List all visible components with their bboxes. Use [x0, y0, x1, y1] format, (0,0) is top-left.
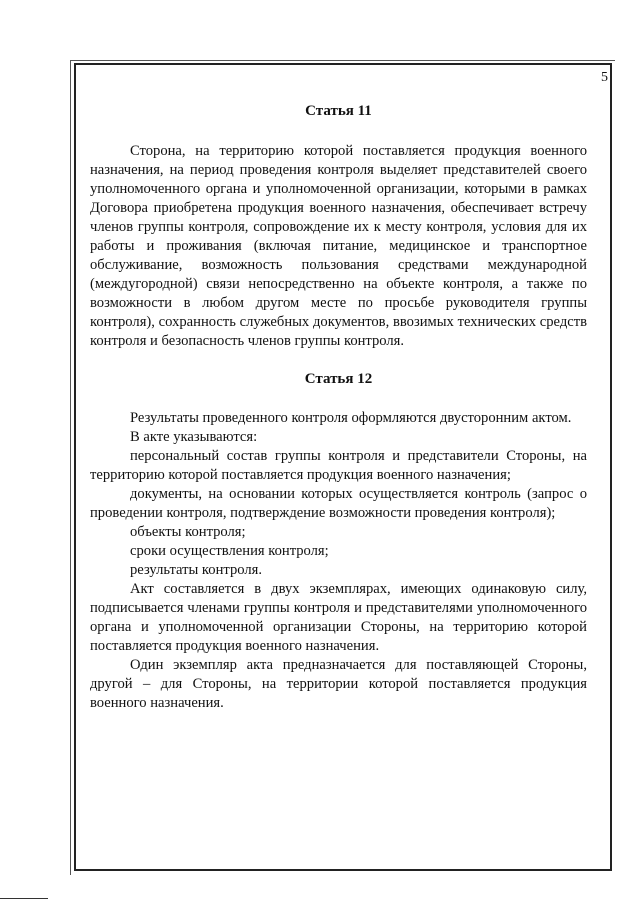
article-12-paragraph: документы, на основании которых осуществляется контроль (запрос о проведении контроля, подтверждение возможности проведения контроля); — [90, 486, 587, 521]
article-12-paragraph: объекты контроля; — [130, 524, 246, 540]
article-12-paragraph: персональный состав группы контроля и представители Стороны, на территорию которой поставляется продукция военного назначения; — [90, 448, 587, 483]
article-11-heading: Статья 11 — [305, 103, 372, 119]
article-11-paragraph: Сторона, на территорию которой поставляется продукция военного назначения, на период проведения контроля выделяет представителей своего уполномоченного органа и уполномоченной организации, которыми в рамках Договора приобретена продукция военного назначения, обеспечивает встречу членов группы контроля, сопровождение их к месту контроля, условия для их работы и проживания (включая питание, медицинское и транспортное обслуживание, возможность пользования средствами международной (междугородной) связи непосредственно на объекте контроля, а также по возможности в любом другом месте по просьбе руководителя группы контроля), сохранность служебных документов, ввозимых технических средств контроля и безопасность членов группы контроля. — [90, 143, 587, 349]
article-12-paragraph: В акте указываются: — [130, 429, 258, 445]
article-12-paragraph: Акт составляется в двух экземплярах, имеющих одинаковую силу, подписывается членами группы контроля и представителями уполномоченного органа и уполномоченной организации Стороны, на территорию которой поставляется продукция военного назначения. — [90, 581, 587, 654]
article-12-heading: Статья 12 — [304, 371, 373, 387]
article-12-paragraph: сроки осуществления контроля; — [130, 543, 329, 559]
article-12-paragraph: Результаты проведенного контроля оформляются двусторонним актом. — [130, 410, 572, 426]
footer-rule — [0, 898, 48, 899]
document-body — [90, 100, 587, 713]
article-12-paragraph: Один экземпляр акта предназначается для поставляющей Стороны, другой – для Стороны, на территории которой поставляется продукция военного назначения. — [90, 657, 587, 711]
article-12-paragraph: результаты контроля. — [130, 562, 262, 578]
page-number: 5 — [601, 70, 608, 85]
